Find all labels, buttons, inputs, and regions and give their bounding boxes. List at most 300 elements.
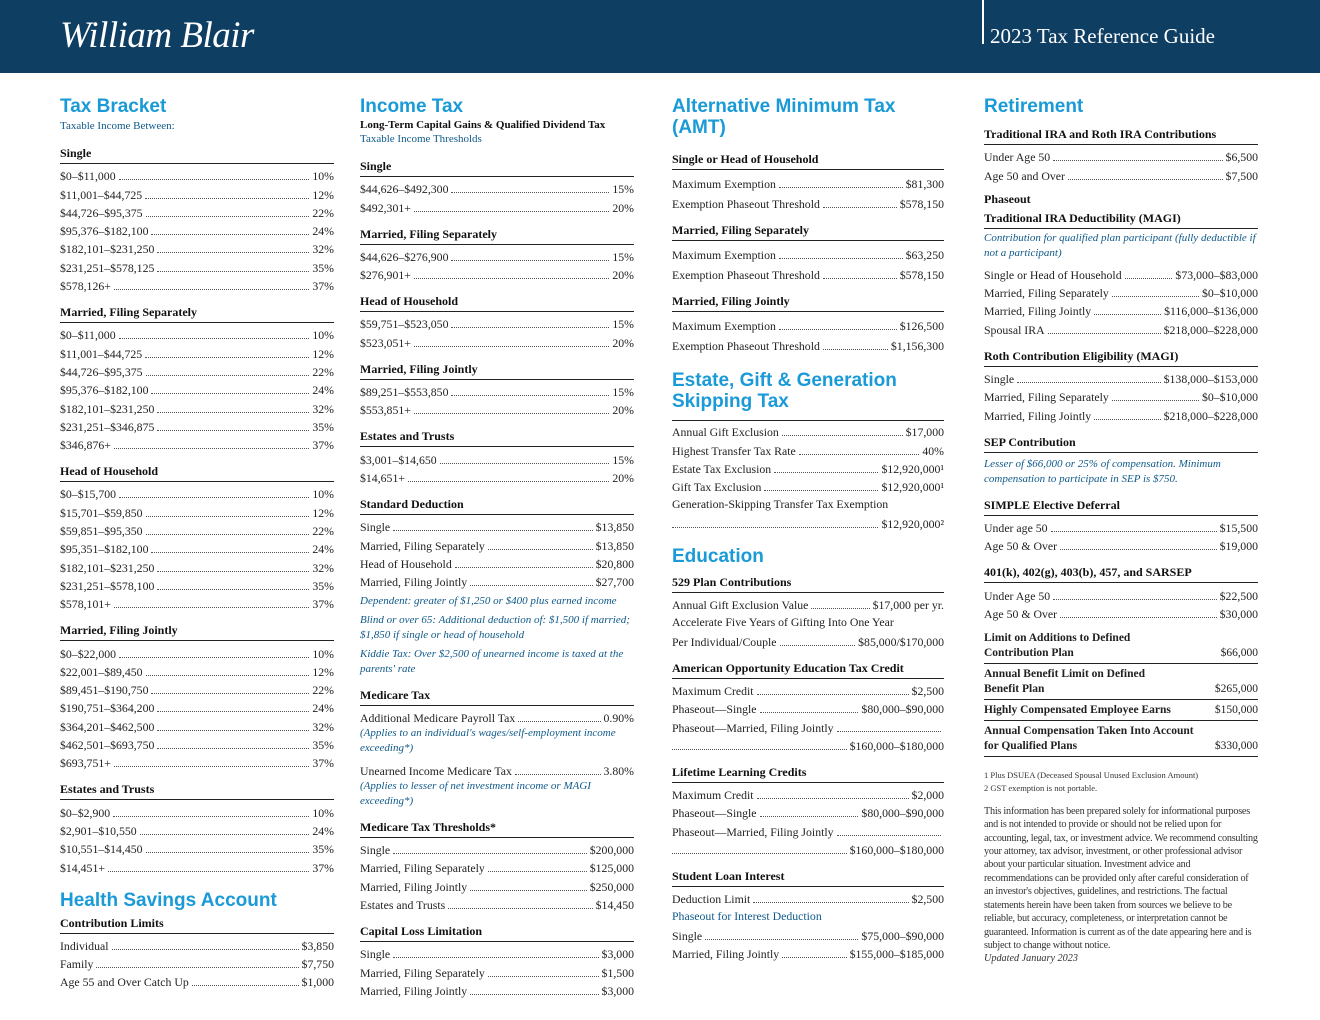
standard-deduction-title: Standard Deduction [360,497,634,515]
row-value: 22% [312,364,334,379]
row-value: $3,850 [301,938,334,953]
row-value: $20,800 [595,556,634,571]
row-value: $578,150 [899,268,944,282]
gst-label: Generation-Skipping Transfer Tax Exemption [672,497,889,512]
row-value: 10% [312,169,334,184]
row-value: $1,000 [301,975,334,990]
table-row [672,334,944,354]
student-loan-rows [672,925,944,962]
row-value: $2,500 [911,892,944,907]
group-title: Head of Household [60,464,334,482]
table-row [984,405,1258,423]
table-row [984,518,1258,536]
plan-limit-label-line1: Limit on Additions to Defined [984,631,1131,644]
row-value: 20% [612,335,634,350]
aotc-title: American Opportunity Education Tax Credit [672,661,944,679]
dot-leader [119,657,309,658]
table-row [672,803,944,821]
table-row [672,477,944,495]
plan-limit-value: $66,000 [1220,646,1258,659]
simple-title: SIMPLE Elective Deferral [984,498,1258,516]
dot-leader [470,994,598,995]
dot-leader [837,731,941,732]
tax-bracket-groups [60,146,334,876]
row-value: $85,000/$170,000 [858,634,944,649]
capital-loss-title: Capital Loss Limitation [360,924,634,942]
llc-title: Lifetime Learning Credits [672,765,944,783]
row-value: $218,000–$228,000 [1163,408,1258,423]
table-row [360,895,634,913]
dot-leader [705,939,858,940]
table-row [672,681,944,699]
table-row [60,716,334,734]
dot-leader [451,260,609,261]
row-value: $155,000–$185,000 [849,946,944,961]
row-label: Annual Gift Exclusion [672,425,779,440]
dot-leader [119,497,309,498]
hsa-heading: Health Savings Account [60,889,277,911]
guide-title: 2023 Tax Reference Guide [990,24,1215,48]
row-label: Age 50 and Over [984,168,1065,183]
table-row [360,858,634,876]
table-row [984,387,1258,405]
row-label: Estates and Trusts [360,897,446,912]
unearned-income-row [360,760,634,778]
dot-leader [146,852,310,853]
dot-leader [672,749,847,750]
row-label: $182,101–$231,250 [60,401,155,416]
plan-limit-label [984,703,1171,718]
row-label: $14,451+ [60,860,105,875]
table-row [360,554,634,572]
row-label: $0–$11,000 [60,328,116,343]
dot-leader [823,349,888,350]
row-label: Married, Filing Separately [360,965,485,980]
dot-leader [114,448,309,449]
amt-heading-line2: (AMT) [672,117,726,138]
row-value: 37% [312,860,334,875]
dot-leader [96,967,298,968]
group-title: Head of Household [360,294,634,312]
row-value: $6,500 [1225,150,1258,165]
plan-limit-label [984,631,1130,661]
row-label: $231,251–$578,100 [60,578,155,593]
row-value: $578,150 [899,197,944,211]
estate-rows [672,422,944,495]
row-label: Gift Tax Exclusion [672,480,762,495]
dot-leader [779,329,897,330]
dot-leader [408,481,609,482]
row-value: $30,000 [1219,606,1258,621]
row-value: 40% [922,443,944,458]
dot-leader [1048,333,1161,334]
table-row [360,332,634,350]
row-value: 24% [312,224,334,239]
dot-leader [151,552,309,553]
dot-leader [764,490,878,491]
group-title: Single [60,146,334,164]
row-label: Unearned Income Medicare Tax [360,763,512,778]
row-value: $3,000 [601,947,634,962]
row-value: 35% [312,842,334,857]
row-label: Married, Filing Separately [360,861,485,876]
row-label: $346,876+ [60,438,111,453]
row-value: 15% [612,249,634,264]
row-label: Per Individual/Couple [672,634,777,649]
table-row [672,699,944,717]
row-value: $1,500 [601,965,634,980]
row-value: 35% [312,419,334,434]
table-row [672,243,944,263]
dot-leader [823,207,897,208]
row-label: $10,551–$14,450 [60,842,143,857]
row-label: $2,901–$10,550 [60,823,137,838]
table-row [60,380,334,398]
row-label: Additional Medicare Payroll Tax [360,711,516,726]
table-row [360,944,634,962]
row-label: $190,751–$364,200 [60,701,155,716]
dot-leader [760,816,859,817]
row-label: Head of Household [360,556,452,571]
plan-limit-row [984,664,1258,700]
group-title: Married, Filing Separately [360,227,634,245]
row-label: $15,701–$59,850 [60,505,143,520]
dot-leader [1053,599,1216,600]
row-value: $17,000 [905,425,944,440]
tax-bracket-subtitle: Taxable Income Between: [60,120,175,132]
dot-leader [114,766,309,767]
row-label: $95,351–$182,100 [60,542,149,557]
table-row [60,539,334,557]
dot-leader [488,549,593,550]
plan-limit-label-line1: Annual Benefit Limit on Defined [984,667,1146,680]
accelerate-line: Accelerate Five Years of Gifting Into One Year [672,615,894,630]
row-value: $7,500 [1225,168,1258,183]
aotc-mfj-value-row [672,736,944,754]
dot-leader [414,346,609,347]
table-row [360,247,634,265]
plan-529-title: 529 Plan Contributions [672,575,944,593]
footnotes [984,769,1258,795]
roth-title: Roth Contribution Eligibility (MAGI) [984,349,1258,367]
row-value: $14,450 [595,897,634,912]
dot-leader [140,834,310,835]
row-value: $80,000–$90,000 [861,702,944,717]
plan-limit-label-line2: Contribution Plan [984,646,1074,659]
dot-leader [455,567,593,568]
plan-limit-value: $330,000 [1214,739,1258,752]
medicare-payroll-row [360,708,634,726]
row-label: Spousal IRA [984,322,1045,337]
group-title: Single [360,159,634,177]
row-value: 15% [612,452,634,467]
row-label: $44,726–$95,375 [60,205,143,220]
table-row [60,521,334,539]
row-value: $200,000 [589,843,634,858]
row-label: Maximum Exemption [672,319,776,333]
row-value: $63,250 [905,248,944,262]
dot-leader [157,711,309,712]
row-value: 32% [312,560,334,575]
table-row [60,594,334,612]
dot-leader [393,853,587,854]
per-individual-row [672,631,944,649]
row-value: $73,000–$83,000 [1175,267,1258,282]
dot-leader [114,289,309,290]
table-row [360,197,634,215]
dot-leader [799,454,920,455]
dot-leader [1060,617,1217,618]
plan-529-row [672,595,944,613]
table-row [60,343,334,361]
amt-heading-line1: Alternative Minimum Tax [672,96,896,117]
row-label: $0–$22,000 [60,646,117,661]
dot-leader [811,608,869,609]
standard-deduction-rows [360,517,634,590]
row-label: $89,451–$190,750 [60,683,149,698]
row-label: $44,626–$492,300 [360,182,449,197]
table-row [60,203,334,221]
education-heading: Education [672,545,764,567]
row-label: $182,101–$231,250 [60,242,155,257]
row-value: $12,920,000² [881,516,944,531]
row-label: Single [360,520,391,535]
row-value: 15% [612,385,634,400]
table-row [60,417,334,435]
row-value: $13,850 [595,538,634,553]
income-tax-subtitle: Long-Term Capital Gains & Qualified Dividend Tax [360,119,606,131]
unearned-income-note: (Applies to lesser of net investment income or MAGI exceeding*) [360,779,591,807]
llc-mfj-label-row [672,821,944,839]
dot-leader [518,721,600,722]
aotc-rows [672,681,944,718]
table-row [984,301,1258,319]
table-row [360,468,634,486]
disclaimer: This information has been prepared solely for informational purposes and is not intended to provide or should not be relied upon for accounting, legal, tax, or investment advice. We recommend consulting your attorney, tax advisor, investment, or other professional advisor about your particular situation. Investment advice and recommendations can be provided only after careful consideration of an investor's objectives, guidelines, and restrictions. The factual statements herein have been taken from sources we believe to be reliable, but accuracy, completeness, or interpretation cannot be guaranteed. Information is current as of the date appearing here and is subject to change without notice. [984,805,1258,951]
table-row [360,535,634,553]
row-value: 22% [312,205,334,220]
dot-leader [1094,419,1160,420]
table-row [60,839,334,857]
row-label: Married, Filing Separately [984,286,1109,301]
row-value: 20% [612,200,634,215]
table-row [60,184,334,202]
dot-leader [757,798,909,799]
row-label: Maximum Exemption [672,248,776,262]
row-label: $11,001–$44,725 [60,187,143,202]
plan-limit-label-line2: for Qualified Plans [984,739,1078,752]
row-value: 20% [612,470,634,485]
dot-leader [157,589,309,590]
row-value: $0–$10,000 [1201,390,1258,405]
estate-heading-line1: Estate, Gift & Generation [672,370,897,391]
table-row [360,572,634,590]
row-value: 15% [612,317,634,332]
dot-leader [672,853,847,854]
row-label: Maximum Exemption [672,177,776,191]
row-label: Highest Transfer Tax Rate [672,443,796,458]
row-value: $12,920,000¹ [881,461,944,476]
table-row [672,925,944,943]
column-4 [984,96,1258,966]
dot-leader [753,902,908,903]
dot-leader [451,327,609,328]
row-value: 20% [612,403,634,418]
group-title: Married, Filing Separately [672,223,944,241]
dot-leader [779,258,903,259]
row-value: $22,500 [1219,588,1258,603]
group-title: Single or Head of Household [672,152,944,170]
table-row [60,972,334,990]
row-label: $578,126+ [60,279,111,294]
trad-ira-title: Traditional IRA Deductibility (MAGI) [984,211,1258,229]
row-value: 35% [312,260,334,275]
dot-leader [672,527,878,528]
row-label: Under Age 50 [984,150,1051,165]
dot-leader [1068,179,1223,180]
row-label: Age 50 & Over [984,539,1058,554]
medicare-thresholds-rows [360,840,634,913]
dot-leader [1112,296,1199,297]
row-value: $2,000 [911,788,944,803]
dot-leader [108,871,309,872]
row-value: $125,000 [589,861,634,876]
table-row [60,557,334,575]
dot-leader [414,413,609,414]
table-row [360,179,634,197]
row-label: $231,251–$346,875 [60,419,155,434]
row-value: $80,000–$90,000 [861,806,944,821]
dot-leader [119,179,310,180]
table-row [60,680,334,698]
table-row [360,449,634,467]
deduction-limit-row [672,889,944,907]
dot-leader [782,435,903,436]
table-row [60,698,334,716]
row-value: 20% [612,268,634,283]
row-value: $2,500 [911,683,944,698]
row-label: Married, Filing Jointly [360,575,468,590]
row-value: $126,500 [899,319,944,333]
row-value: $27,700 [595,575,634,590]
table-row [360,876,634,894]
dot-leader [192,985,299,986]
dot-leader [157,271,309,272]
table-row [672,422,944,440]
plan-limit-label-line1: Highly Compensated Employee Earns [984,703,1171,716]
row-value: 12% [312,664,334,679]
row-value: 15% [612,182,634,197]
table-row [672,192,944,212]
row-label: Under age 50 [984,520,1048,535]
group-title: Married, Filing Jointly [60,623,334,641]
plan-limit-value: $150,000 [1214,703,1258,716]
trad-ira-rows [984,265,1258,338]
table-row [984,369,1258,387]
dot-leader [448,908,592,909]
row-label: $182,101–$231,250 [60,560,155,575]
table-row [60,221,334,239]
k401-rows [984,585,1258,622]
table-row [60,735,334,753]
dot-leader [779,187,903,188]
sep-note: Lesser of $66,000 or 25% of compensation. Minimum compensation to participate in SEP is $750. [984,457,1221,485]
table-row [60,435,334,453]
row-label: Exemption Phaseout Threshold [672,268,820,282]
plan-limit-row [984,628,1258,664]
dot-leader [145,357,309,358]
dot-leader [393,957,598,958]
dot-leader [393,530,593,531]
updated-date: Updated January 2023 [984,953,1078,965]
row-value: 24% [312,823,334,838]
row-label: Married, Filing Separately [360,538,485,553]
tax-bracket-heading: Tax Bracket [60,96,167,117]
row-value: 37% [312,438,334,453]
income-tax-subtitle2: Taxable Income Thresholds [360,133,482,145]
row-value: 32% [312,401,334,416]
simple-rows [984,518,1258,555]
kiddie-tax-note: Kiddie Tax: Over $2,500 of unearned income is taxed at the parents' rate [360,648,624,676]
row-label: Individual [60,938,109,953]
row-value: $12,920,000¹ [881,480,944,495]
dot-leader [782,957,846,958]
dot-leader [414,278,609,279]
dot-leader [157,252,309,253]
plan-limit-label-line1: Annual Compensation Taken Into Account [984,724,1194,737]
amt-groups [672,152,944,354]
aotc-mfj-label-row [672,717,944,735]
table-row [60,484,334,502]
row-label: $22,001–$89,450 [60,664,143,679]
group-title: Married, Filing Jointly [672,294,944,312]
row-label: Married, Filing Separately [984,390,1109,405]
dot-leader [157,730,309,731]
row-label: Age 55 and Over Catch Up [60,975,189,990]
group-title: Estates and Trusts [60,782,334,800]
row-label: $89,251–$553,850 [360,385,449,400]
row-label: Maximum Credit [672,788,754,803]
column-3 [672,96,944,962]
row-label: Maximum Credit [672,683,754,698]
row-value: 0.90% [603,711,634,726]
table-row [60,362,334,380]
row-label: Deduction Limit [672,892,751,907]
dot-leader [146,534,310,535]
row-value: 10% [312,328,334,343]
row-label: Annual Gift Exclusion Value [672,598,809,613]
row-label: Married, Filing Jointly [360,879,468,894]
row-label: $276,901+ [360,268,411,283]
dot-leader [151,393,309,394]
column-1 [60,96,334,990]
dot-leader [757,694,909,695]
dot-leader [146,375,310,376]
plan-limit-value: $265,000 [1214,682,1258,695]
row-label: Phaseout—Single [672,702,757,717]
llc-mfj-value-row [672,840,944,858]
retirement-heading: Retirement [984,96,1084,117]
plan-limit-label [984,724,1194,754]
table-row [984,147,1258,165]
dot-leader [157,430,309,431]
row-label: $95,376–$182,100 [60,224,149,239]
dot-leader [823,278,897,279]
row-value: $3,000 [601,983,634,998]
table-row [672,459,944,477]
row-value: 32% [312,719,334,734]
table-row [984,265,1258,283]
